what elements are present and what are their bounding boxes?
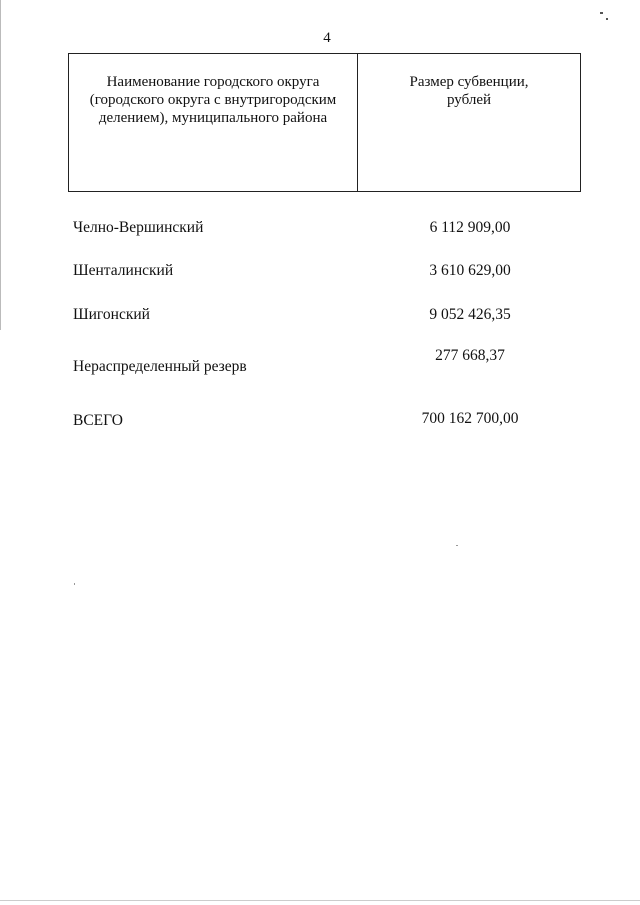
scan-speck (600, 12, 603, 14)
page-number: 4 (323, 30, 331, 46)
row-amount-shigonsky: 9 052 426,35 (429, 306, 511, 323)
row-name-chelno-vershinsky: Челно-Вершинский (73, 219, 204, 236)
table-header (68, 53, 581, 192)
column-header-municipality (69, 54, 358, 191)
column-header-amount-line: рублей (446, 92, 492, 108)
column-header-subvention-amount (358, 54, 580, 191)
column-header-amount-line: Размер субвенции, (409, 74, 529, 90)
row-amount-chelno-vershinsky: 6 112 909,00 (429, 219, 511, 236)
row-amount-unallocated-reserve: 277 668,37 (435, 347, 505, 364)
row-name-shigonsky: Шигонский (73, 306, 150, 323)
scan-edge-left (0, 0, 1, 330)
scan-speck (456, 545, 458, 546)
column-header-municipality-line: Наименование городского округа (106, 74, 320, 90)
column-header-municipality-line: делением), муниципального района (98, 110, 328, 126)
row-amount-total: 700 162 700,00 (421, 410, 519, 427)
scan-speck (74, 583, 75, 585)
row-name-shentalinsky: Шенталинский (73, 262, 174, 279)
scan-speck (606, 18, 608, 20)
column-header-municipality-line: (городского округа с внутригородским (89, 92, 337, 108)
scan-edge-bottom (0, 900, 640, 901)
row-name-unallocated-reserve: Нераспределенный резерв (73, 358, 247, 375)
row-name-total: ВСЕГО (73, 412, 123, 429)
row-amount-shentalinsky: 3 610 629,00 (429, 262, 511, 279)
